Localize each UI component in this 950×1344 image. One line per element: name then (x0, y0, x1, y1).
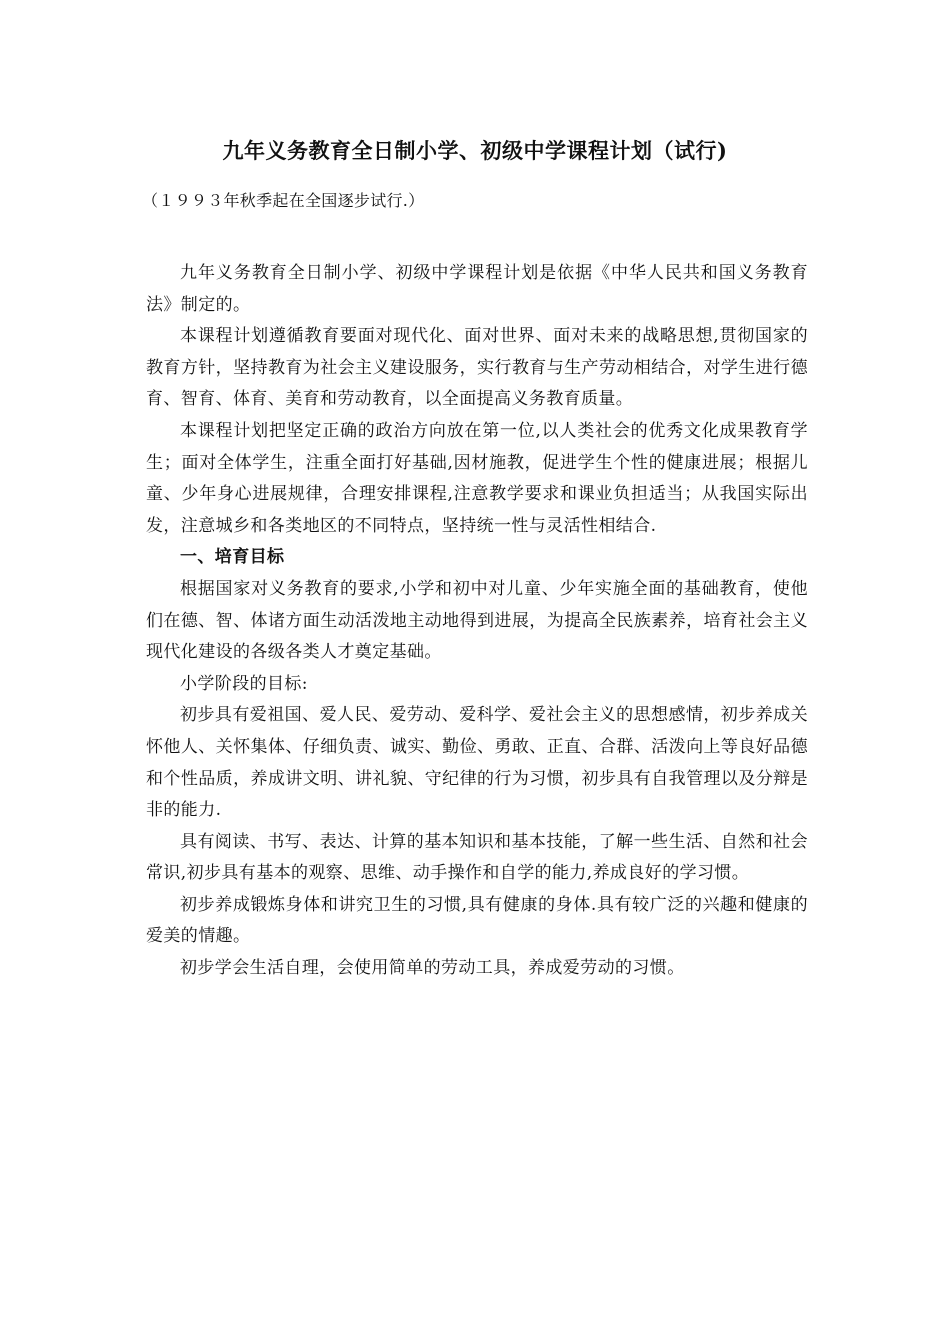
document-subtitle: （１９９３年秋季起在全国逐步试行.） (142, 191, 425, 210)
document-body (146, 258, 808, 985)
paragraph-strategy: 本课程计划遵循教育要面对现代化、面对世界、面对未来的战略思想,贯彻国家的教育方针，坚持教育为社会主义建设服务，实行教育与生产劳动相结合，对学生进行德育、智育、体育、美育和劳动教育，以全面提高义务教育质量。 (146, 326, 808, 410)
document-title: 九年义务教育全日制小学、初级中学课程计划（试行) (222, 138, 728, 163)
paragraph-primary-goals-label: 小学阶段的目标: (180, 673, 308, 694)
paragraph-moral-goals: 初步具有爱祖国、爱人民、爱劳动、爱科学、爱社会主义的思想感情，初步养成关怀他人、关怀集体、仔细负责、诚实、勤俭、勇敢、正直、合群、活泼向上等良好品德和个性品质，养成讲文明、讲礼貌、守纪律的行为习惯，初步具有自我管理以及分辩是非的能力. (146, 705, 808, 821)
paragraph-goals-intro: 根据国家对义务教育的要求,小学和初中对儿童、少年实施全面的基础教育，使他们在德、智、体诸方面生动活泼地主动地得到进展，为提高全民族素养，培育社会主义现代化建设的各级各类人才奠定基础。 (146, 578, 808, 663)
paragraph-principles: 本课程计划把坚定正确的政治方向放在第一位,以人类社会的优秀文化成果教育学生；面对全体学生，注重全面打好基础,因材施教，促进学生个性的健康进展；根据儿童、少年身心进展规律，合理安排课程,注意教学要求和课业负担适当；从我国实际出发，注意城乡和各类地区的不同特点，坚持统一性与灵活性相结合. (146, 420, 808, 536)
paragraph-basis: 九年义务教育全日制小学、初级中学课程计划是依据《中华人民共和国义务教育法》制定的。 (146, 263, 808, 315)
paragraph-labor-goals: 初步学会生活自理，会使用简单的劳动工具，养成爱劳动的习惯。 (180, 958, 685, 979)
paragraph-knowledge-goals: 具有阅读、书写、表达、计算的基本知识和基本技能，了解一些生活、自然和社会常识,初步具有基本的观察、思维、动手操作和自学的能力,养成良好的学习惯。 (146, 831, 808, 884)
paragraph-health-goals: 初步养成锻炼身体和讲究卫生的习惯,具有健康的身体.具有较广泛的兴趣和健康的爱美的情趣。 (146, 894, 808, 947)
section-heading-goals: 一、培育目标 (180, 547, 285, 568)
